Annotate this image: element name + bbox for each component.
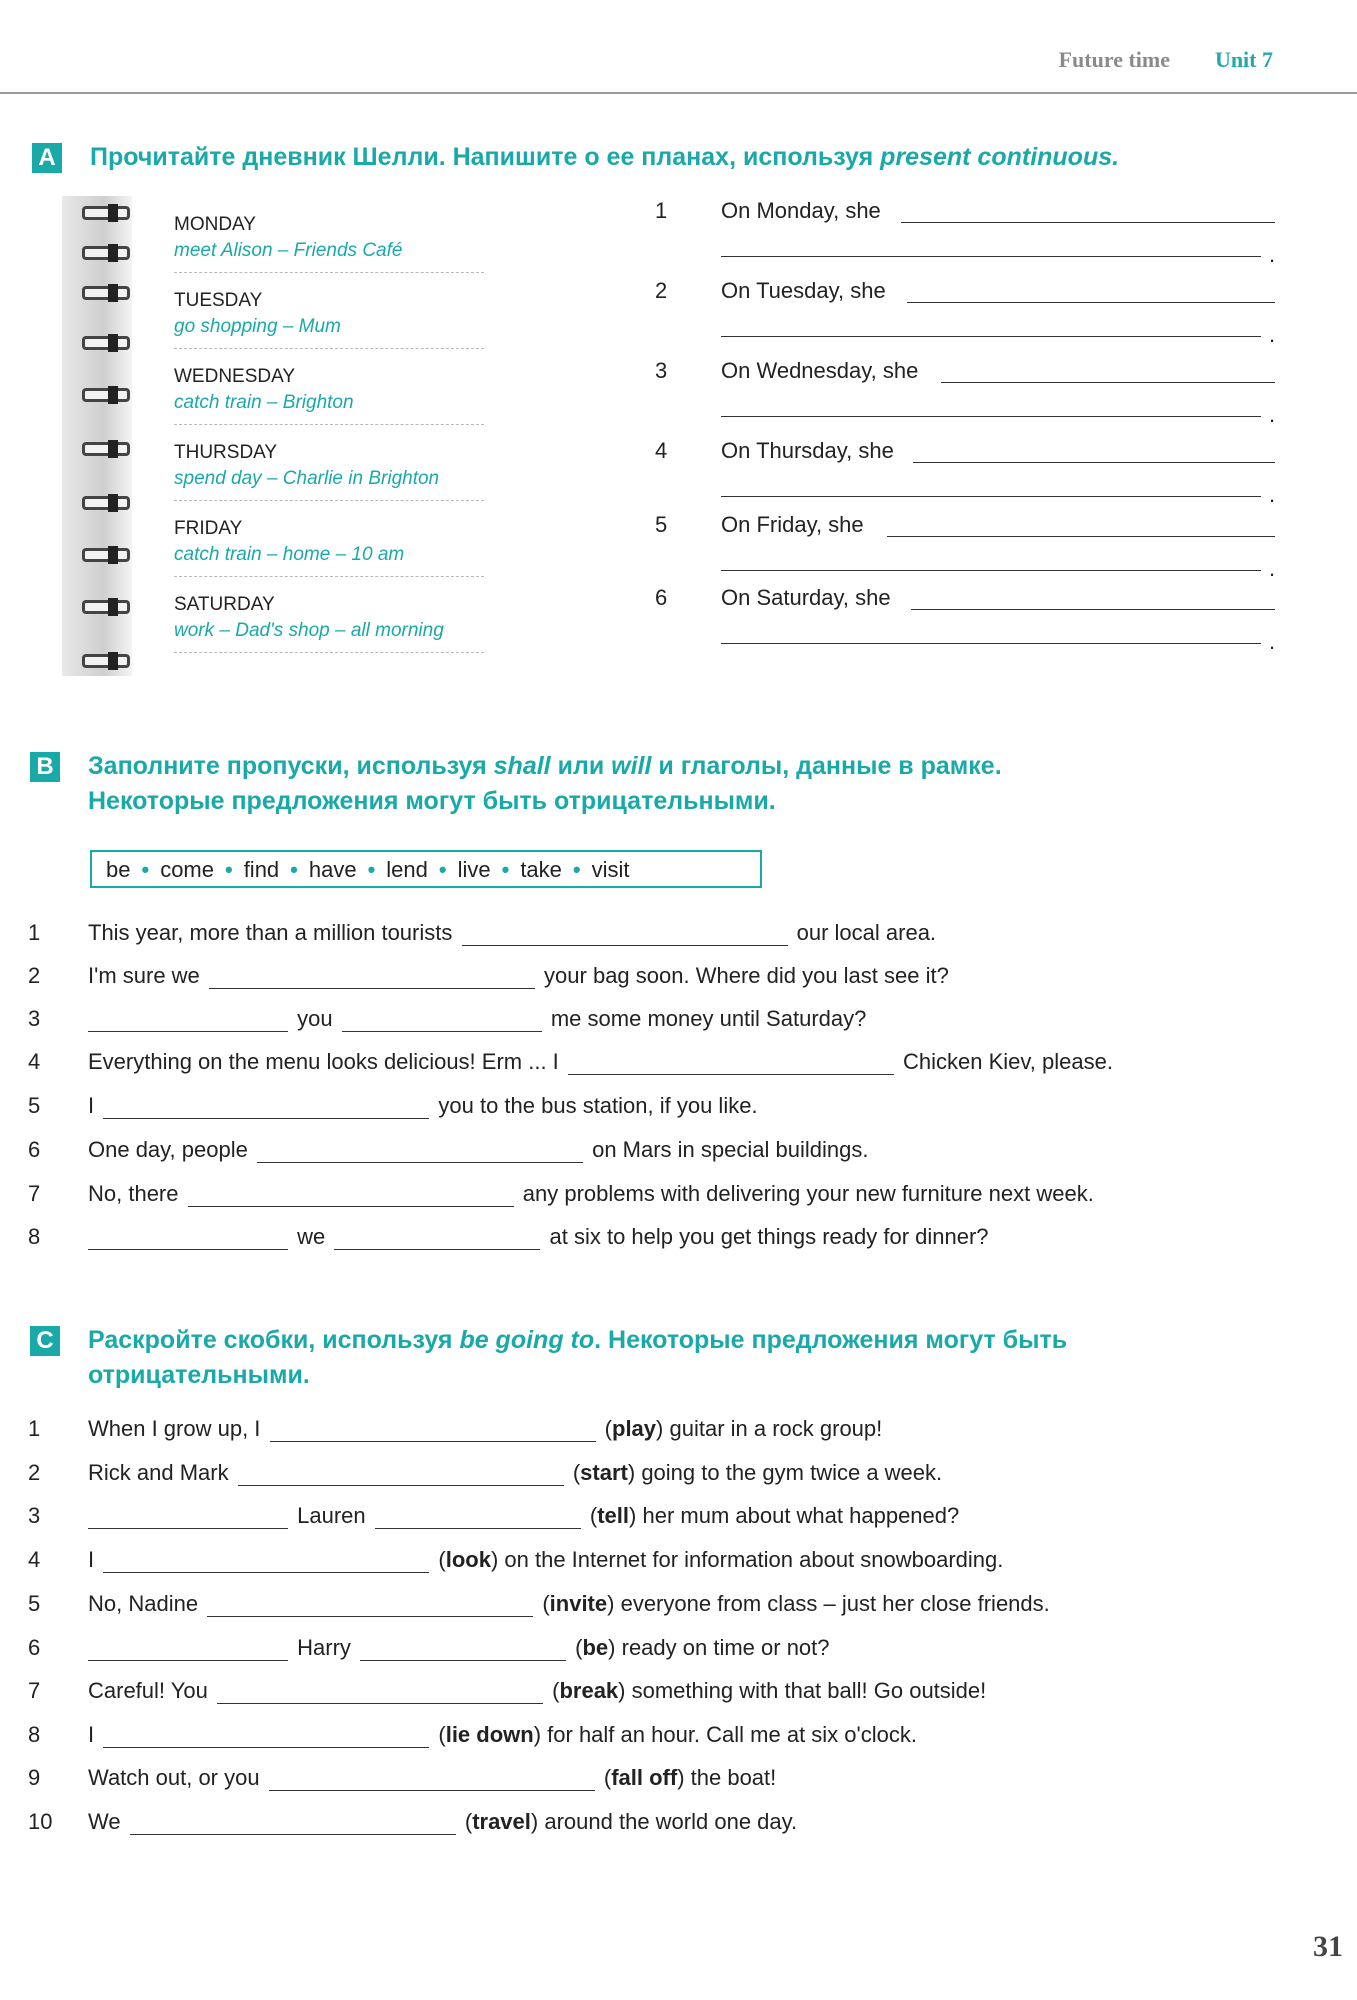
item-number: 8: [28, 1224, 41, 1249]
answer-blank[interactable]: [901, 222, 1275, 223]
answer-blank[interactable]: [257, 1140, 583, 1163]
answer-blank[interactable]: [238, 1463, 564, 1486]
period: .: [1269, 242, 1276, 267]
item-number: 1: [28, 1416, 41, 1441]
word: have: [308, 857, 357, 882]
item-number: 1: [655, 198, 668, 223]
exercise-c-item: 3 Lauren (tell) her mum about what happened?: [28, 1503, 960, 1528]
diary-plan: go shopping – Mum: [174, 316, 341, 337]
diary-entry: [174, 272, 484, 349]
exercise-c-item: 9 Watch out, or you (fall off) the boat!: [28, 1765, 777, 1790]
diary-plan: spend day – Charlie in Brighton: [174, 468, 440, 489]
item-number: 4: [28, 1547, 41, 1572]
answer-blank[interactable]: [103, 1550, 429, 1573]
item-number: 3: [655, 358, 668, 383]
answer-blank[interactable]: [209, 966, 535, 989]
diary-entry: [174, 348, 484, 425]
answer-blank[interactable]: [334, 1227, 540, 1250]
item-number: 10: [28, 1809, 53, 1834]
diary-day: MONDAY: [174, 214, 256, 235]
word: visit: [591, 857, 630, 882]
spiral-ring-icon: [82, 244, 132, 262]
diary-day: THURSDAY: [174, 442, 278, 463]
diary-plan: work – Dad's shop – all morning: [174, 620, 444, 641]
period: .: [1269, 322, 1276, 347]
exercise-a-item: [655, 198, 1275, 268]
diary-entry: [174, 196, 484, 273]
item-number: 3: [28, 1006, 41, 1031]
answer-blank[interactable]: [88, 1009, 288, 1032]
item-number: 4: [655, 438, 668, 463]
diary-day: TUESDAY: [174, 290, 263, 311]
item-number: 8: [28, 1722, 41, 1747]
answer-blank[interactable]: [269, 1768, 595, 1791]
answer-blank[interactable]: [130, 1812, 456, 1835]
exercise-a-item: [655, 512, 1275, 582]
word: be: [106, 857, 131, 882]
item-number: 2: [28, 1460, 41, 1485]
diary-day: FRIDAY: [174, 518, 243, 539]
answer-blank[interactable]: [941, 382, 1275, 383]
item-number: 6: [655, 585, 668, 610]
period: .: [1269, 556, 1276, 581]
answer-blank[interactable]: [911, 609, 1275, 610]
answer-blank[interactable]: [887, 536, 1275, 537]
item-number: 1: [28, 920, 41, 945]
section-b-instruction: Заполните пропуски, используя shall или will и глаголы, данные в рамке. Некоторые предложения могут быть отрицательными.: [88, 752, 1002, 815]
exercise-a-item: [655, 585, 1275, 655]
section-c-instruction: Раскройте скобки, используя be going to. Некоторые предложения могут быть отрицательными.: [88, 1326, 1068, 1389]
exercise-c-item: 6 Harry (be) ready on time or not?: [28, 1635, 830, 1660]
word: take: [520, 857, 562, 882]
answer-blank[interactable]: [88, 1638, 288, 1661]
word-box: be • come • find • have • lend • live • take • visit: [90, 850, 762, 888]
exercise-c-item: 1 When I grow up, I (play) guitar in a rock group!: [28, 1416, 883, 1441]
item-prompt: On Monday, she: [721, 198, 881, 223]
exercise-b-item: 1 This year, more than a million tourists our local area.: [28, 920, 937, 945]
spiral-ring-icon: [82, 386, 132, 404]
section-badge-a: A: [32, 143, 62, 173]
answer-blank[interactable]: [913, 462, 1275, 463]
diary-day: SATURDAY: [174, 594, 275, 615]
section-badge-c: C: [30, 1326, 60, 1356]
item-number: 7: [28, 1181, 41, 1206]
diary-illustration: [62, 196, 502, 676]
answer-blank[interactable]: [721, 570, 1261, 571]
answer-blank[interactable]: [188, 1184, 514, 1207]
diary-plan: meet Alison – Friends Café: [174, 240, 403, 261]
answer-blank[interactable]: [721, 643, 1261, 644]
answer-blank[interactable]: [342, 1009, 542, 1032]
answer-blank[interactable]: [217, 1681, 543, 1704]
answer-blank[interactable]: [907, 302, 1275, 303]
exercise-b-item: 5 I you to the bus station, if you like.: [28, 1093, 758, 1118]
item-number: 5: [28, 1591, 41, 1616]
spiral-ring-icon: [82, 204, 132, 222]
page-header: [0, 0, 1357, 94]
answer-blank[interactable]: [375, 1506, 581, 1529]
item-number: 5: [655, 512, 668, 537]
item-number: 2: [28, 963, 41, 988]
exercise-b-item: 3 you me some money until Saturday?: [28, 1006, 867, 1031]
exercise-c-item: 10 We (travel) around the world one day.: [28, 1809, 798, 1834]
section-badge-b: B: [30, 752, 60, 782]
word: lend: [386, 857, 428, 882]
spiral-ring-icon: [82, 440, 132, 458]
item-prompt: On Tuesday, she: [721, 278, 886, 303]
period: .: [1269, 482, 1276, 507]
answer-blank[interactable]: [721, 336, 1261, 337]
spiral-ring-icon: [82, 598, 132, 616]
exercise-c-item: 2 Rick and Mark (start) going to the gym twice a week.: [28, 1460, 943, 1485]
exercise-b-item: 7 No, there any problems with delivering your new furniture next week.: [28, 1181, 1094, 1206]
item-number: 7: [28, 1678, 41, 1703]
answer-blank[interactable]: [207, 1594, 533, 1617]
exercise-c-item: 5 No, Nadine (invite) everyone from class – just her close friends.: [28, 1591, 1050, 1616]
item-number: 3: [28, 1503, 41, 1528]
word: come: [160, 857, 214, 882]
answer-blank[interactable]: [103, 1096, 429, 1119]
answer-blank[interactable]: [360, 1638, 566, 1661]
item-number: 5: [28, 1093, 41, 1118]
word: find: [243, 857, 280, 882]
exercise-a-item: [655, 358, 1275, 428]
period: .: [1269, 629, 1276, 654]
diary-entry: [174, 576, 484, 653]
exercise-a-item: [655, 438, 1275, 508]
item-number: 9: [28, 1765, 41, 1790]
diary-plan: catch train – home – 10 am: [174, 544, 405, 565]
item-number: 6: [28, 1137, 41, 1162]
spiral-ring-icon: [82, 546, 132, 564]
answer-blank[interactable]: [462, 923, 788, 946]
item-number: 6: [28, 1635, 41, 1660]
unit-title: Unit 7: [1214, 47, 1273, 72]
answer-blank[interactable]: [103, 1725, 429, 1748]
diary-day: WEDNESDAY: [174, 366, 296, 387]
item-prompt: On Saturday, she: [721, 585, 891, 610]
item-prompt: On Wednesday, she: [721, 358, 919, 383]
exercise-b-item: 8 we at six to help you get things ready for dinner?: [28, 1224, 989, 1249]
exercise-b-item: 6 One day, people on Mars in special buildings.: [28, 1137, 869, 1162]
exercise-c-item: 7 Careful! You (break) something with that ball! Go outside!: [28, 1678, 987, 1703]
exercise-c-item: 4 I (look) on the Internet for information about snowboarding.: [28, 1547, 1004, 1572]
word: live: [457, 857, 491, 882]
item-prompt: On Thursday, she: [721, 438, 894, 463]
item-prompt: On Friday, she: [721, 512, 864, 537]
diary-entry: [174, 500, 484, 577]
page-number: 31: [1313, 1930, 1343, 1963]
answer-blank[interactable]: [721, 256, 1261, 257]
exercise-b-item: 4 Everything on the menu looks delicious! Erm ... I Chicken Kiev, please.: [28, 1049, 1113, 1074]
answer-blank[interactable]: [721, 496, 1261, 497]
section-a-instruction: Прочитайте дневник Шелли. Напишите о ее планах, используя present continuous.: [90, 143, 1120, 171]
item-number: 4: [28, 1049, 41, 1074]
exercise-a-item: [655, 278, 1275, 348]
exercise-c-item: 8 I (lie down) for half an hour. Call me at six o'clock.: [28, 1722, 917, 1747]
exercise-b-item: 2 I'm sure we your bag soon. Where did you last see it?: [28, 963, 949, 988]
section-title: Future time: [1058, 47, 1170, 72]
answer-blank[interactable]: [270, 1419, 596, 1442]
period: .: [1269, 402, 1276, 427]
answer-blank[interactable]: [88, 1227, 288, 1250]
diary-plan: catch train – Brighton: [174, 392, 354, 413]
item-number: 2: [655, 278, 668, 303]
answer-blank[interactable]: [88, 1506, 288, 1529]
answer-blank[interactable]: [568, 1052, 894, 1075]
diary-entry: [174, 424, 484, 501]
spiral-ring-icon: [82, 494, 132, 512]
answer-blank[interactable]: [721, 416, 1261, 417]
spiral-ring-icon: [82, 652, 132, 670]
spiral-ring-icon: [82, 334, 132, 352]
spiral-ring-icon: [82, 284, 132, 302]
